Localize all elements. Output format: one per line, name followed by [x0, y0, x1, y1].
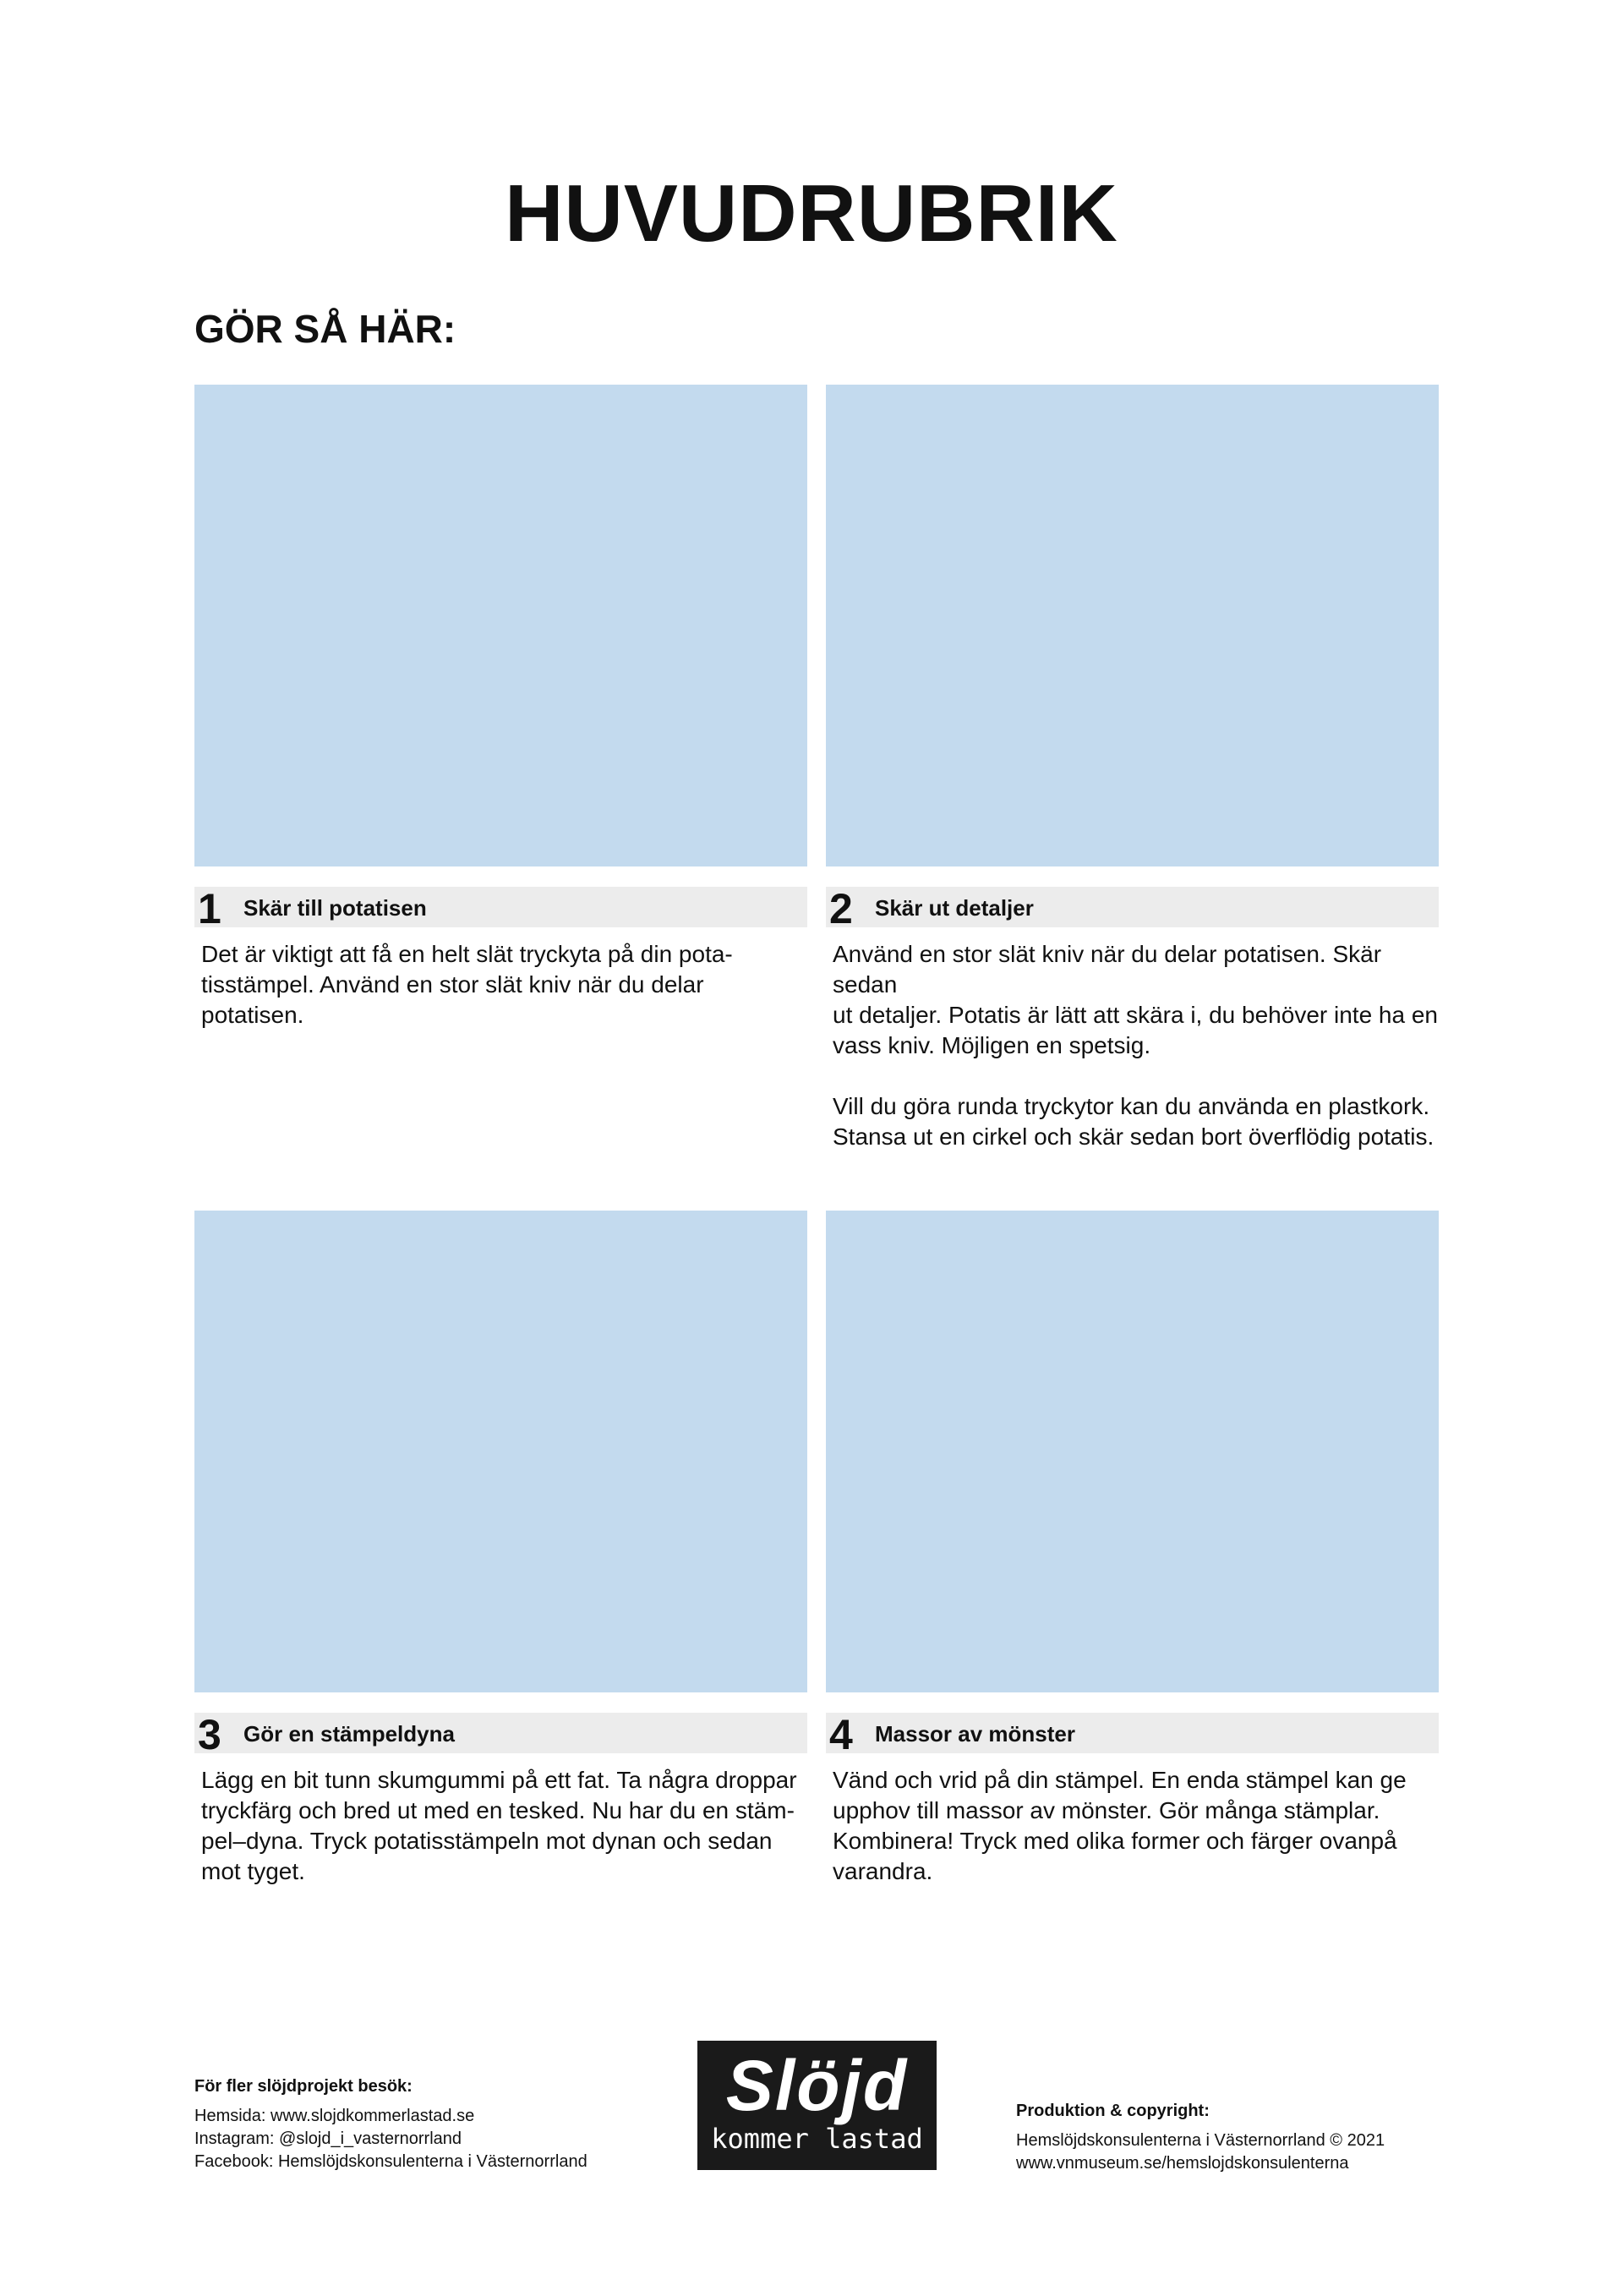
- logo-tagline: kommer lastad: [711, 2123, 923, 2155]
- step-1-image-placeholder: [194, 385, 807, 866]
- footer-museum-link[interactable]: www.vnmuseum.se/hemslojdskonsulenterna: [1016, 2154, 1349, 2173]
- logo-wordmark: Slöjd: [725, 2046, 909, 2125]
- step-4: [826, 1211, 1439, 1887]
- footer-links: [194, 2075, 587, 2173]
- footer-website[interactable]: Hemsida: www.slojdkommerlastad.se: [194, 2107, 475, 2125]
- step-4-text: Vänd och vrid på din stämpel. En enda stämpel kan ge upphov till massor av mönster. Gör många stämplar. Kombinera! Tryck med olika former och färger ovanpå varandra.: [833, 1767, 1407, 1884]
- step-4-number: 4: [829, 1711, 853, 1758]
- page-title: HUVUDRUBRIK: [505, 168, 1118, 259]
- section-heading: GÖR SÅ HÄR:: [194, 307, 456, 351]
- footer-copyright-line: Hemslöjdskonsulenterna i Västernorrland © 2021: [1016, 2131, 1385, 2150]
- step-2-header: [826, 885, 1439, 932]
- step-1: [194, 385, 807, 1030]
- step-2: [826, 385, 1439, 1152]
- step-4-header: [826, 1711, 1439, 1758]
- step-4-image-placeholder: [826, 1211, 1439, 1692]
- step-2-text: Använd en stor slät kniv när du delar potatisen. Skär sedan ut detaljer. Potatis är lätt att skära i, du behöver inte ha en vass kniv. Möjligen en spetsig. Vill du göra runda tryckytor kan du använda en plastkork. Stansa ut en cirkel och skär sedan bort överflödig potatis.: [833, 941, 1438, 1150]
- footer-instagram[interactable]: Instagram: @slojd_i_vasternorrland: [194, 2129, 462, 2148]
- footer-left-heading: För fler slöjdprojekt besök:: [194, 2077, 413, 2096]
- step-3-text: Lägg en bit tunn skumgummi på ett fat. Ta några droppar tryckfärg och bred ut med en tesked. Nu har du en stäm- pel–dyna. Tryck potatisstämpeln mot dynan och sedan mot tyget.: [201, 1767, 797, 1884]
- step-1-title: Skär till potatisen: [243, 895, 427, 921]
- footer-right-heading: Produktion & copyright:: [1016, 2102, 1210, 2120]
- step-1-number: 1: [198, 885, 221, 932]
- step-1-text: Det är viktigt att få en helt slät tryckyta på din pota- tisstämpel. Använd en stor slät kniv när du delar potatisen.: [201, 941, 733, 1028]
- step-3-title: Gör en stämpeldyna: [243, 1721, 455, 1747]
- step-2-number: 2: [829, 885, 853, 932]
- slojd-logo: [697, 2041, 937, 2170]
- step-2-image-placeholder: [826, 385, 1439, 866]
- step-2-title: Skär ut detaljer: [875, 895, 1034, 921]
- step-3-image-placeholder: [194, 1211, 807, 1692]
- step-3-header: [194, 1711, 807, 1758]
- step-4-title: Massor av mönster: [875, 1721, 1075, 1747]
- footer-copyright: [1016, 2100, 1385, 2175]
- footer-facebook[interactable]: Facebook: Hemslöjdskonsulenterna i Västernorrland: [194, 2152, 587, 2171]
- step-1-header: [194, 885, 807, 932]
- step-3-number: 3: [198, 1711, 221, 1758]
- step-3: [194, 1211, 807, 1887]
